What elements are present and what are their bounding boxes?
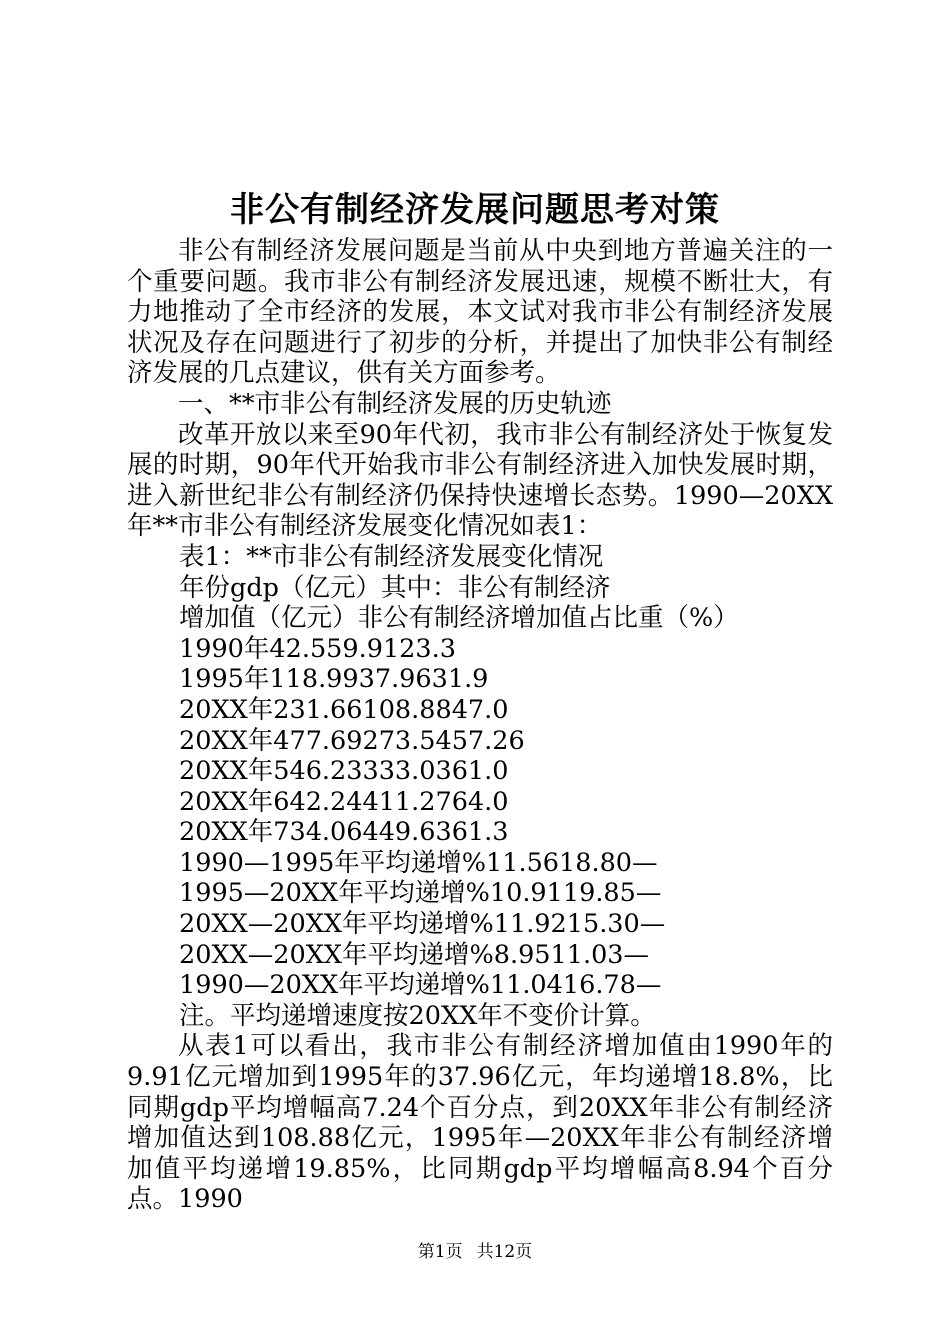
- table-row: 1995年118.9937.9631.9: [179, 664, 489, 695]
- table-caption: 表1：**市非公有制经济发展变化情况: [179, 541, 604, 572]
- intro-paragraph: 非公有制经济发展问题是当前从中央到地方普遍关注的一个重要问题。我市非公有制经济发展迅速，规模不断壮大，有力地推动了全市经济的发展，本文试对我市非公有制经济发展状况及存在问题进行了初步的分析，并提出了加快非公有制经济发展的几点建议，供有关方面参考。: [127, 236, 833, 389]
- document-title: 非公有制经济发展问题思考对策: [230, 190, 720, 230]
- history-paragraph: 改革开放以来至90年代初，我市非公有制经济处于恢复发展的时期，90年代开始我市非公有制经济进入加快发展时期，进入新世纪非公有制经济仍保持快速增长态势。1990—20XX年**市非公有制经济发展变化情况如表1：: [127, 419, 833, 542]
- page-footer: [0, 1240, 950, 1264]
- table-header-line: 年份gdp（亿元）其中：非公有制经济: [179, 572, 611, 603]
- table-row: 20XX—20XX年平均递增%11.9215.30—: [179, 909, 666, 940]
- table-row: 20XX—20XX年平均递增%8.9511.03—: [179, 939, 650, 970]
- table-row: 1990—1995年平均递增%11.5618.80—: [179, 847, 658, 878]
- table-row: 20XX年734.06449.6361.3: [179, 817, 509, 848]
- table-text: [127, 542, 833, 1032]
- table-row: 1995—20XX年平均递增%10.9119.85—: [179, 878, 662, 909]
- table-row: 20XX年642.24411.2764.0: [179, 786, 509, 817]
- table-row: 1990—20XX年平均递增%11.0416.78—: [179, 970, 662, 1001]
- table-note: 注。平均递增速度按20XX年不变价计算。: [179, 1000, 656, 1031]
- document-body: [127, 236, 833, 1215]
- table-row: 1990年42.559.9123.3: [179, 633, 456, 664]
- analysis-paragraph: 从表1可以看出，我市非公有制经济增加值由1990年的9.91亿元增加到1995年的37.96亿元，年均递增18.8%，比同期gdp平均增幅高7.24个百分点，到20XX年非公有制经济增加值达到108.88亿元，1995年—20XX年非公有制经济增加值平均递增19.85%，比同期gdp平均增幅高8.94个百分点。1990: [127, 1031, 833, 1215]
- table-row: 20XX年477.69273.5457.26: [179, 725, 525, 756]
- section-heading: 一、**市非公有制经济发展的历史轨迹: [178, 388, 612, 419]
- table-row: 20XX年231.66108.8847.0: [179, 694, 509, 725]
- table-header-line: 增加值（亿元）非公有制经济增加值占比重（%）: [179, 603, 739, 634]
- table-row: 20XX年546.23333.0361.0: [179, 756, 509, 787]
- page-total: 共12页: [476, 1242, 533, 1262]
- page-number: 第1页: [417, 1242, 463, 1262]
